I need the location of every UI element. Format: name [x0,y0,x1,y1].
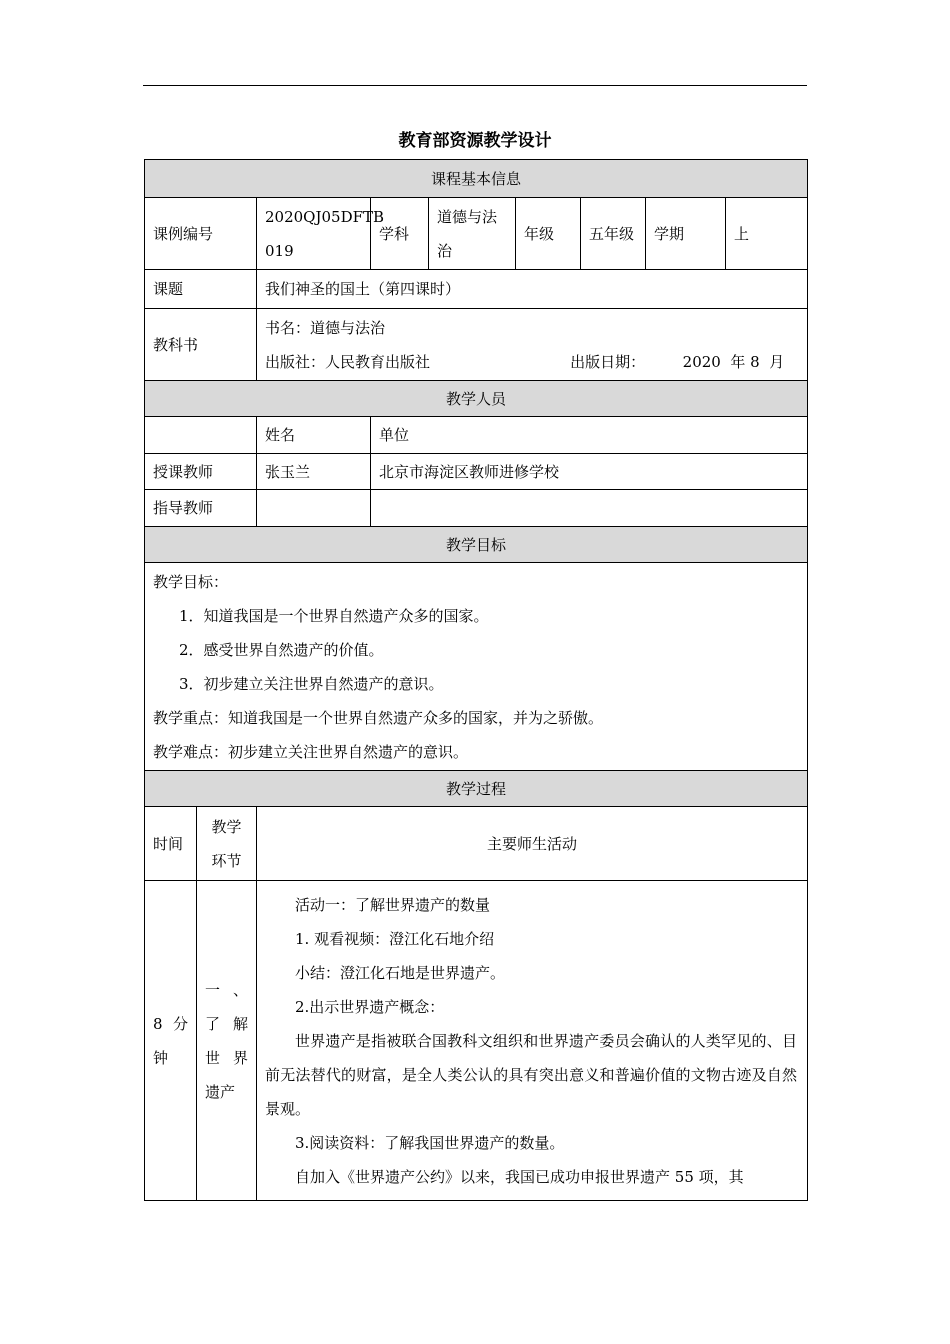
grade-label: 年级 [516,198,581,270]
publisher-row [265,345,799,379]
topic-label: 课题 [145,270,257,309]
row1-stage-line: 世 界 [205,1048,248,1067]
unit-header: 单位 [371,417,808,454]
teacher-name: 张玉兰 [257,454,371,490]
advisor-unit [371,490,808,527]
goal-item: 1．知道我国是一个世界自然遗产众多的国家。 [179,606,489,625]
activity-step: 3.阅读资料：了解我国世界遗产的数量。 [295,1133,565,1152]
activity-step: 2.出示世界遗产概念： [295,997,445,1016]
row1-time [145,881,197,1201]
topic-value: 我们神圣的国土（第四课时） [257,270,808,309]
book-name: 书名：道德与法治 [265,318,386,337]
activity-title: 活动一：了解世界遗产的数量 [295,895,491,914]
subject-line1: 道德与法 [437,207,498,226]
section-staff: 教学人员 [145,381,808,417]
teacher-label: 授课教师 [145,454,257,490]
term-label: 学期 [646,198,726,270]
staff-blank-cell [145,417,257,454]
section-basic-info: 课程基本信息 [145,160,808,198]
activity-step: 1. 观看视频：澄江化石地介绍 [295,929,495,948]
teacher-unit: 北京市海淀区教师进修学校 [371,454,808,490]
pub-date-value: 2020 年 8 月 [682,352,785,371]
goal-item: 2．感受世界自然遗产的价值。 [179,640,384,659]
difficulty: 教学难点：初步建立关注世界自然遗产的意识。 [153,742,469,761]
row1-time-line2: 钟 [153,1048,169,1067]
textbook-info [257,309,808,381]
advisor-label: 指导教师 [145,490,257,527]
header-rule [143,85,807,86]
col-stage [197,807,257,881]
subject-line2: 治 [437,241,453,260]
textbook-label: 教科书 [145,309,257,381]
goals-heading: 教学目标： [153,572,229,591]
row1-time-line1: 8 分 [153,1014,188,1033]
world-heritage-definition: 世界遗产是指被联合国教科文组织和世界遗产委员会确认的人类罕见的、目前无法替代的财富，是全人类公认的具有突出意义和普遍价值的文物古迹及自然景观。 [265,1031,797,1118]
col-stage-line1: 教学 [211,817,242,836]
section-goals: 教学目标 [145,527,808,563]
key-point: 教学重点：知道我国是一个世界自然遗产众多的国家，并为之骄傲。 [153,708,604,727]
row1-stage [197,881,257,1201]
publisher: 出版社：人民教育出版社 [265,352,431,371]
course-id-value [257,198,385,270]
col-time: 时间 [145,807,197,881]
activity-summary: 小结：澄江化石地是世界遗产。 [295,963,506,982]
row1-activities [257,881,808,1201]
col-stage-line2: 环节 [211,851,242,870]
col-activity: 主要师生活动 [257,807,808,881]
row1-stage-line: 了 解 [205,1014,248,1033]
subject-label: 学科 [371,198,429,270]
goals-content [145,563,808,771]
document-title: 教育部资源教学设计 [398,131,552,151]
pub-date-label: 出版日期： [570,352,646,371]
course-id-line2: 019 [265,241,294,260]
course-id-label: 课例编号 [145,198,257,270]
reading-text: 自加入《世界遗产公约》以来，我国已成功申报世界遗产 55 项，其 [295,1167,744,1186]
row1-stage-line: 遗产 [205,1082,236,1101]
name-header: 姓名 [257,417,371,454]
advisor-name [257,490,371,527]
goal-item: 3．初步建立关注世界自然遗产的意识。 [179,674,444,693]
subject-value [429,198,516,270]
row1-stage-line: 一 、 [205,980,248,999]
lesson-plan-table [144,159,808,1201]
grade-value: 五年级 [581,198,646,270]
section-process: 教学过程 [145,771,808,807]
course-id-line1: 2020QJ05DFTB [265,207,385,226]
term-value: 上 [726,198,808,270]
